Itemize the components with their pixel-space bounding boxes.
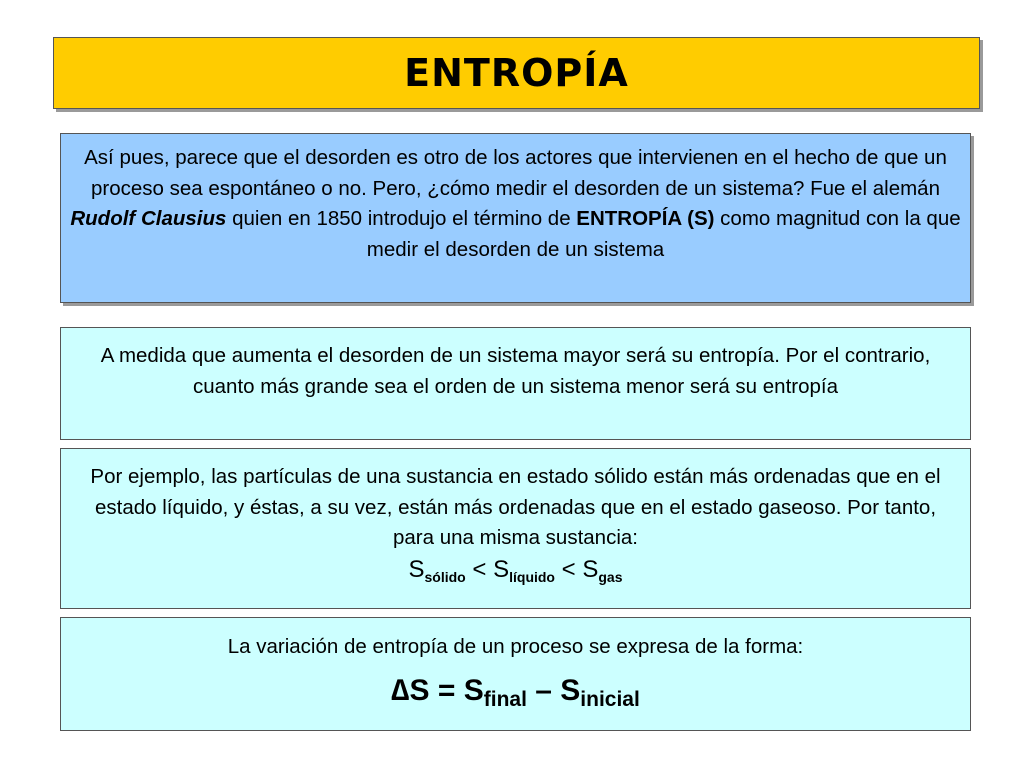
intro-text-3: como magnitud con la que medir el desorden de un sistema [366, 207, 961, 261]
disorder-measure-text: A medida que aumenta el desorden de un sistema mayor será su entropía. Por el contrario, cuanto más grande sea el orden de un sistema menor será su entropía [100, 344, 931, 398]
less-than-symbol: < [555, 555, 583, 583]
equals-symbol: = [429, 674, 464, 707]
disorder-measure-box [60, 327, 971, 440]
intro-text-2: quien en 1850 introdujo el término de [226, 207, 577, 230]
s-symbol: S [408, 555, 425, 583]
page-title: ENTROPÍA [404, 51, 629, 95]
entropy-term: ENTROPÍA (S) [576, 207, 715, 230]
state-entropy-inequality [73, 555, 958, 592]
variation-box [60, 617, 971, 731]
intro-text-1: Así pues, parece que el desorden es otro de los actores que intervienen en el hecho de que un proceso sea espontáneo o no. Pero, ¿cómo medir el desorden de un sistema? Fue el alemán [84, 146, 947, 200]
variation-text: La variación de entropía de un proceso se expresa de la forma: [227, 635, 804, 658]
minus-symbol: – [526, 674, 561, 707]
subscript-solid: sólido [424, 568, 466, 585]
subscript-gas: gas [598, 568, 623, 585]
delta-s-symbol: ∆S [391, 674, 430, 707]
s-symbol: S [493, 555, 510, 583]
title-banner [53, 37, 980, 109]
s-symbol: S [582, 555, 599, 583]
subscript-final: final [483, 688, 527, 711]
s-symbol: S [560, 674, 581, 707]
s-symbol: S [463, 674, 484, 707]
entropy-variation-formula [73, 672, 958, 719]
intro-paragraph-box [60, 133, 971, 303]
example-box [60, 448, 971, 609]
example-text: Por ejemplo, las partículas de una sustancia en estado sólido están más ordenadas que en el estado líquido, y éstas, a su vez, están más ordenadas que en el estado gaseoso. Por tanto, para una misma sustancia: [90, 465, 941, 549]
subscript-initial: inicial [580, 688, 640, 711]
scientist-name: Rudolf Clausius [70, 207, 227, 230]
less-than-symbol: < [465, 555, 494, 583]
subscript-liquid: líquido [509, 568, 555, 585]
